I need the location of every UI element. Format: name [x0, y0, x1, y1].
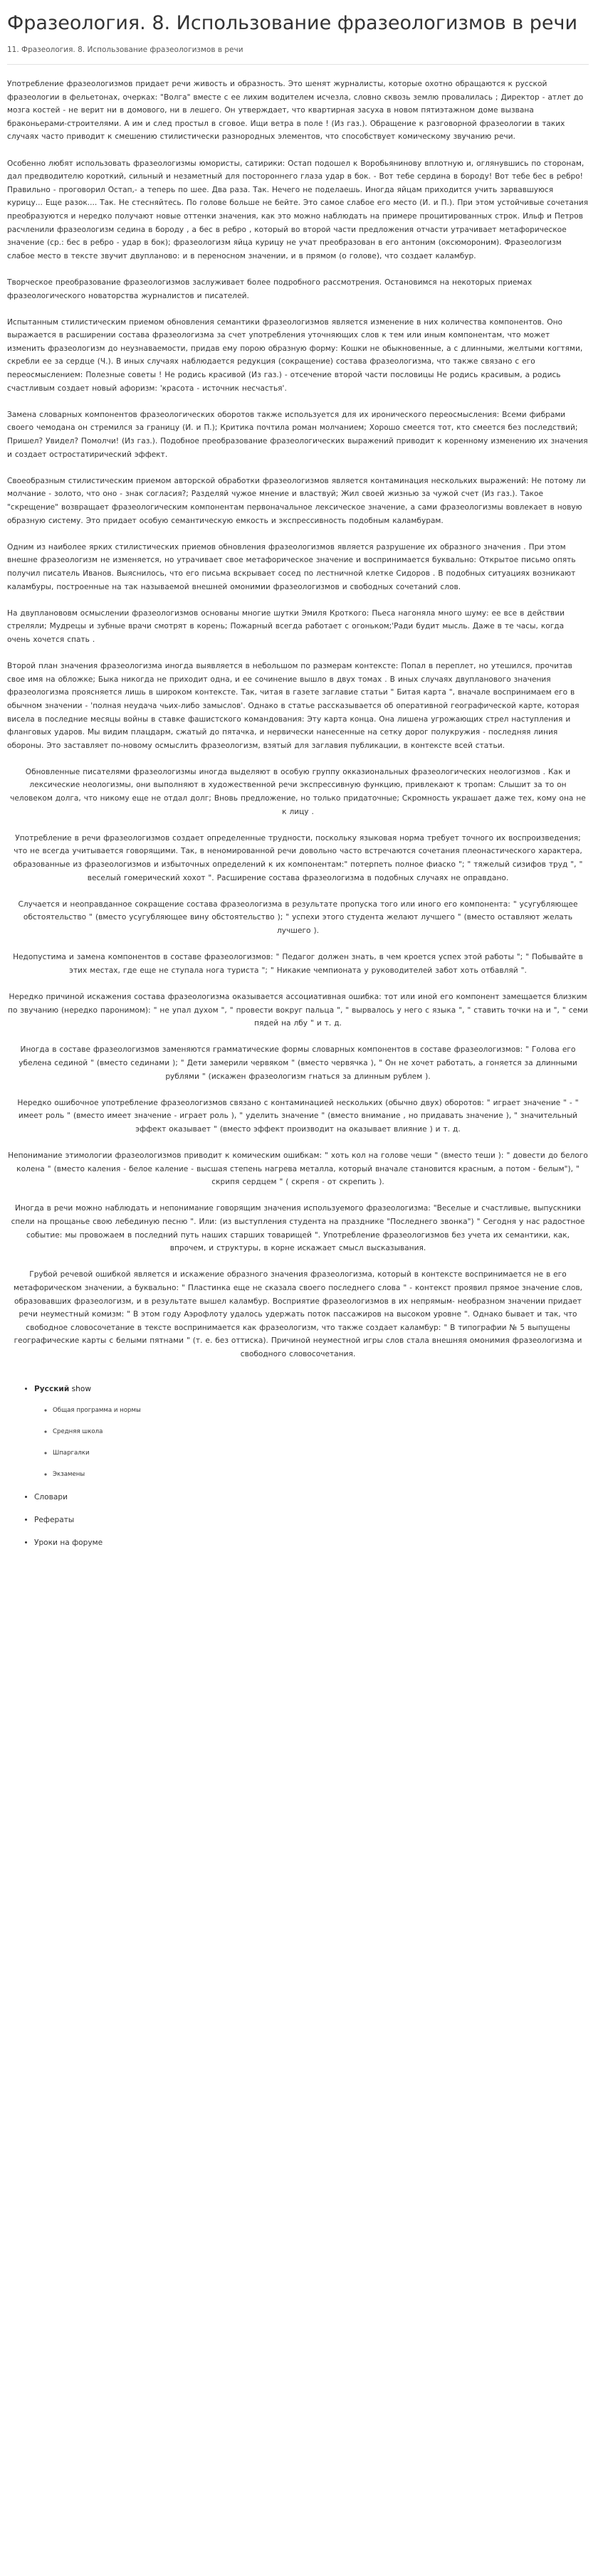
nav-subitem-link[interactable]: Шпаргалки	[53, 1449, 90, 1457]
paragraph: Употребление фразеологизмов придает речи живость и образность. Это шенят журналисты, которые охотно обращаются к русской фразеологии в фельетонах, очерках: "Волга" вместе с ее лихим водителем исчезла, словно сквозь землю провалилась ; Директор - атлет до мозга костей - не верит ни в домового, ни в лешего. Он утверждает, что квартирная засуха в новом пятиэтажном доме вызвана браконьерами-строителями. А им и след простыл в сговое. Ищи ветра в поле ! (Из газ.). Обращение к разговорной фразеологии в таких случаях часто приводит к смешению стилистически разнородных элементов, что способствует комическому звучанию речи.	[7, 80, 584, 142]
breadcrumb[interactable]: 11. Фразеология. 8. Использование фразеологизмов в речи	[7, 46, 243, 54]
nav-item[interactable]	[34, 1514, 589, 1526]
nav-item[interactable]	[34, 1536, 589, 1549]
paragraph: Случается и неоправданное сокращение состава фразеологизма в результате пропуска того или иного его компонента: " усугубляющее обстоятельство " (вместо усугубляющее вину обстоятельство ); " успехи этого студента желают лучшего " (вместо оставляют желать лучшего ).	[18, 899, 578, 935]
paragraph: Обновленные писателями фразеологизмы иногда выделяют в особую группу окказиональных фразеологических неологизмов . Как и лексические неологизмы, они выполняют в художественной речи экспрессивную функцию, привлекают к тропам: Слышит за то он человеком долга, что никому еще не отдал долг; Вновь предложение, но только придаточные; Скромность украшает даже тех, кому она не к лицу .	[10, 767, 586, 816]
paragraph: Творческое преобразование фразеологизмов заслуживает более подробного рассмотрения. Остановимся на некоторых приемах фразеологического новаторства журналистов и писателей.	[7, 278, 533, 300]
nav-subitem-link[interactable]: Средняя школа	[53, 1427, 103, 1435]
paragraph: Второй план значения фразеологизма иногда выявляется в небольшом по размерам контексте: Попал в переплет, но утешился, прочитав свое имя на обложке; Быка никогда не приходит одна, и ее сочинение вышло в двух томах . В иных случаях двупланового значения фразеологизма проясняется лишь в широком контексте. Так, читая в газете заглавие статьи " Битая карта ", вначале воспринимаем его в обычном значении - 'полная неудача чьих-либо замыслов'. Однако в статье рассказывается об оперативной географической карте, которая висела в последние месяцы войны в ставке фашистского командования: Эту карта конца. Она лишена угрожающих стрел наступления и фланговых ударов. Мы видим плацдарм, сжатый до пятачка, и нервически нанесенные на сетку дорог полукружия - последняя линия обороны. Это заставляет по-новому осмыслить фразеологизм, взятый для заглавия публикации, в контексте всей статьи.	[7, 662, 580, 750]
paragraph: Замена словарных компонентов фразеологических оборотов также используется для их иронического переосмысления: Всеми фибрами своего чемодана он стремился за границу (И. и П.); Критика почтила роман молчанием; Хорошо смеется тот, кто смеется без последствий; Пришел? Увидел? Помолчи! (Из газ.). Подобное преобразование фразеологических выражений приводит к коренному изменению их значения и создает остростатирический эффект.	[7, 410, 588, 459]
show-toggle[interactable]: show	[69, 1384, 92, 1393]
paragraph: Недопустима и замена компонентов в составе фразеологизмов: " Педагог должен знать, в чем кроется успех этой работы "; " Побывайте в этих местах, где еще не ступала нога туриста "; " Никакие чемпионата у руководителей забот хоть отбавляй ".	[13, 953, 583, 975]
divider	[7, 64, 589, 65]
article-body	[7, 78, 589, 1361]
nav-item-russian-label[interactable]	[34, 1385, 69, 1393]
nav-item-link[interactable]: Словари	[34, 1492, 68, 1501]
paragraph: Нередко ошибочное употребление фразеологизмов связано с контаминацией нескольких (обычно двух) оборотов: " играет значение " - " имеет роль " (вместо имеет значение - играет роль ), " уделить значение " (вместо внимание , но придавать значение ), " значительный эффект оказывает " (вместо эффект производит на оказывает влияние ) и т. д.	[17, 1098, 579, 1134]
russian-link[interactable]: Русский	[34, 1384, 70, 1393]
paragraph: На двупланововм осмыслении фразеологизмов основаны многие шутки Эмиля Кроткого: Пьеса нагоняла много шуму: ее все в действии стреляли; Мудрецы и зубные врачи смотрят в корень; Пожарный всегда работает с огоньком;'Ради будит мысль. Даже в те часы, когда очень хочется спать .	[7, 608, 565, 644]
nav-subitem[interactable]	[53, 1447, 589, 1459]
nav-subitem[interactable]	[53, 1425, 589, 1438]
paragraph: Своеобразным стилистическим приемом авторской обработки фразеологизмов является контаминация нескольких выражений: Не потому ли молчание - золото, что оно - знак согласия?; Разделяй чужое мнение и властвуй; Жил своей жизнью за чужой счет (Из газ.). Такое "скрещение" возвращает фразеологическим компонентам первоначальное лексическое значение, а сами фразеологизмы вовлекает в новую образную систему. Это придает особую семантическую емкость и экспрессивность подобным каламбурам.	[7, 476, 586, 525]
nav-item[interactable]	[34, 1491, 589, 1504]
paragraph: Грубой речевой ошибкой является и искажение образного значения фразеологизма, который в контексте воспринимается не в его метафорическом значении, а буквально: " Пластинка еще не сказала своего последнего слова " - контекст проявил прямое значение слов, образовавших фразеологизм, и в результате вышел каламбур. Восприятие фразеологизмов в их непрямым- необразном значении придает речи неуместный комизм: " В этом году Аэрофлоту удалось удержать поток пассажиров на высоком уровне ". Однако бывает и так, что свободное словосочетание в тексте воспринимается как фразеологизм, что также создает каламбур: " В типографии № 5 выпущены географические карты с белыми пятнами " (т. е. без оттиска). Причиной неуместной игры слов стала внешняя омонимия фразеологизма и свободного словосочетания.	[14, 1270, 582, 1358]
site-nav	[7, 1383, 589, 1549]
paragraph: Нередко причиной искажения состава фразеологизма оказывается ассоциативная ошибка: тот или иной его компонент замещается близким по звучанию (нередко паронимом): " не упал духом ", " провести вокруг пальца ", " вырвалось у него с языка ", " ставить точки на и ", " семи пядей на лбу " и т. д.	[8, 992, 588, 1028]
page-title: Фразеология. 8. Использование фразеологизмов в речи	[7, 12, 578, 34]
nav-subitem-link[interactable]: Экзамены	[53, 1470, 85, 1478]
paragraph: Непонимание этимологии фразеологизмов приводит к комическим ошибкам: " хоть кол на голове чеши " (вместо теши ): " довести до белого колена " (вместо каления - белое каление - высшая степень нагрева металла, который вначале становится красным, а потом - белым"), " скрипя сердцем " ( скрепя - от скрепить ).	[8, 1151, 588, 1187]
paragraph: Одним из наиболее ярких стилистических приемов обновления фразеологизмов является разрушение их образного значения . При этом внешне фразеологизм не изменяется, но утрачивает свое метафорическое значение и воспринимается буквально: Открытое письмо опять получил писатель Иванов. Выяснилось, что его письма вскрывает сосед по лестничной клетке Сидоров . В подобных ситуациях возникают каламбуры, построенные на так называемой внешней омонимии фразеологизмов и свободных сочетаний слов.	[7, 542, 576, 591]
paragraph: Употребление в речи фразеологизмов создает определенные трудности, поскольку языковая норма требует точного их воспроизведения; что не всегда учитывается говорящими. Так, в неномированной речи довольно часто встречаются сочетания плеонастического характера, образованные из фразеологизмов и избыточных определений к их компонентам:" потерпеть полное фиаско "; " тяжелый сизифов труд ", " веселый гомерический хохот ". Расширение состава фразеологизма в подобных случаях не оправдано.	[13, 833, 583, 882]
nav-subitem[interactable]	[53, 1404, 589, 1417]
paragraph: Иногда в составе фразеологизмов заменяются грамматические формы словарных компонентов в составе фразеологизмов: " Голова его убелена сединой " (вместо сединами ); " Дети замерили червяком " (вместо червячка ), " Он не хочет работать, а гоняется за длинными рублями " (искажен фразеологизм гнаться за длинным рублем ).	[19, 1045, 577, 1081]
nav-subitem[interactable]	[53, 1468, 589, 1481]
nav-item-link[interactable]: Рефераты	[34, 1515, 75, 1524]
paragraph: Особенно любят использовать фразеологизмы юмористы, сатирики: Остап подошел к Воробьянинову вплотную и, оглянувшись по сторонам, дал предводителю короткий, сильный и незаметный для постороннего глаза удар в бок. - Вот тебе сердина в бороду! Вот тебе бес в ребро! Правильно - проговорил Остап,- а теперь по шее. Два раза. Так. Нечего не поделаешь. Иногда яйцам приходится учить зарвавшуюся курицу... Еще разок.... Так. Не стесняйтесь. По голове больше не бейте. Это самое слабое его место (И. и П.). При этом устойчивые сочетания преобразуются и нередко получают новые оттенки значения, как это можно наблюдать на примере процитированных строк. Ильф и Петров расчленили фразеологизм седина в бороду , а бес в ребро , который во второй части предложения отчасти утрачивает метафорическое значение (ср.: бес в ребро - удар в бок); фразеологизм яйца курицу не учат преобразован в его антоним (оксюмороним). Фразеологизм слабое место в тексте звучит двупланово: и в переносном значении, и в прямом (о голове), что создает каламбур.	[7, 159, 589, 260]
nav-list	[7, 1383, 589, 1549]
paragraph: Иногда в речи можно наблюдать и непонимание говорящим значения используемого фразеологизма: "Веселые и счастливые, выпускники спели на прощанье свою лебединую песню ". Или: (из выступления студента на празднике "Последнего звонка") " Сегодня у нас радостное событие: мы провожаем в последний путь наших старших товарищей ". Употребление фразеологизмов без учета их семантики, как, впрочем, и структуры, в корне искажает смысл высказывания.	[11, 1204, 585, 1253]
nav-item-link[interactable]: Уроки на форуме	[34, 1538, 103, 1547]
nav-item-russian	[34, 1383, 589, 1481]
nav-sublist	[34, 1404, 589, 1481]
nav-subitem-link[interactable]: Общая программа и нормы	[53, 1406, 141, 1414]
paragraph: Испытанным стилистическим приемом обновления семантики фразеологизмов является изменение в них количества компонентов. Оно выражается в расширении состава фразеологизма за счет употребления уточняющих слов к тем или иным компонентам, что может изменить фразеологизм до неузнаваемости, придав ему порою образную форму: Кошки не обыкновенные, а с длинными, желтыми когтями, скребли ее за сердце (Ч.). В иных случаях наблюдается редукция (сокращение) состава фразеологизма, что также связано с его переосмыслением: Полезные советы ! Не родись красивой (Из газ.) - отсечение второй части пословицы Не родись красивым, а родись счастливым создает новый афоризм: 'красота - источник несчастья'.	[7, 317, 583, 393]
